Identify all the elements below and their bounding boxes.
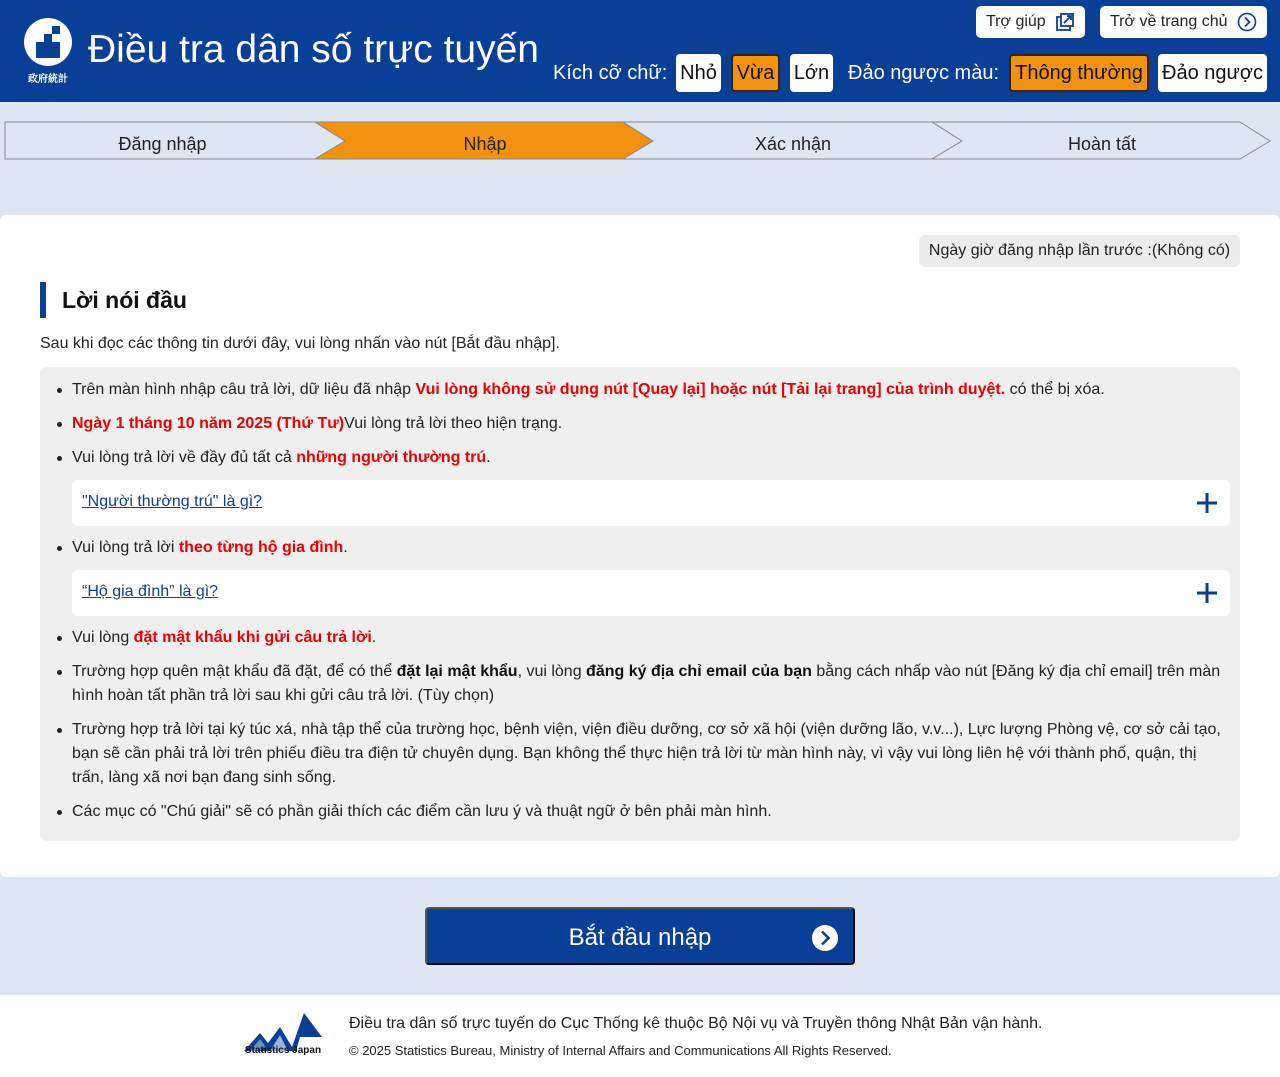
color-mode-normal-button[interactable]: Thông thường bbox=[1009, 54, 1149, 92]
plus-icon[interactable] bbox=[1197, 493, 1217, 513]
plus-icon[interactable] bbox=[1197, 583, 1217, 603]
notice-warning: Ngày 1 tháng 10 năm 2025 (Thứ Tư) bbox=[72, 415, 345, 432]
notice-text: . bbox=[371, 629, 377, 646]
notice-item-annotations bbox=[72, 800, 1232, 824]
start-input-label: Bắt đầu nhập bbox=[568, 924, 712, 951]
notice-text: , vui lòng bbox=[517, 663, 587, 680]
last-login-badge: Ngày giờ đăng nhập lần trước :(Không có) bbox=[919, 235, 1240, 267]
external-window-icon bbox=[1055, 12, 1075, 32]
staircase-icon bbox=[24, 18, 72, 66]
font-size-large-button[interactable]: Lớn bbox=[790, 54, 833, 92]
notice-emphasis: đăng ký địa chỉ email của bạn bbox=[586, 663, 812, 680]
notice-item-password bbox=[72, 626, 1232, 650]
notice-text: . bbox=[486, 449, 491, 466]
faq-usual-resident[interactable] bbox=[72, 480, 1230, 526]
notice-item-reference-date bbox=[72, 412, 1232, 436]
notice-item-browser-buttons bbox=[72, 378, 1232, 402]
color-invert-label: Đảo ngược màu: bbox=[848, 62, 1000, 84]
site-header bbox=[0, 0, 1280, 102]
logo-caption: 政府統計 bbox=[28, 74, 68, 85]
progress-steps bbox=[0, 102, 1280, 185]
notice-item-facilities bbox=[72, 718, 1232, 790]
home-link[interactable] bbox=[1100, 6, 1267, 38]
help-link-label: Trợ giúp bbox=[986, 13, 1046, 30]
notice-warning: những người thường trú bbox=[296, 449, 487, 466]
notice-list bbox=[40, 367, 1240, 841]
faq-usual-resident-link[interactable]: "Người thường trú" là gì? bbox=[82, 493, 263, 510]
notice-text: Vui lòng bbox=[72, 629, 134, 646]
notice-warning: đặt mật khẩu khi gửi câu trả lời bbox=[133, 629, 372, 646]
notice-text: có thể bị xóa. bbox=[1005, 381, 1105, 398]
home-link-label: Trở về trang chủ bbox=[1110, 13, 1228, 30]
site-title: Điều tra dân số trực tuyến bbox=[88, 28, 539, 71]
notice-text: Trên màn hình nhập câu trả lời, dữ liệu đã nhập bbox=[72, 381, 416, 398]
government-statistics-logo[interactable] bbox=[22, 18, 74, 84]
logo-emblem bbox=[24, 18, 72, 66]
notice-text: Trường hợp trả lời tại ký túc xá, nhà tập thể của trường học, bệnh viện, viện điều dưỡng, cơ sở xã hội (viện dưỡng lão, v.v...), Lực lượng Phòng vệ, cơ sở cải tạo, bạn sẽ cần phải trả lời trên phiếu điều tra điện tử chuyên dụng. Bạn không thể thực hiện trả lời từ màn hình này, vì vậy vui lòng liên hệ với thành phố, quận, thị trấn, làng xã nơi bạn đang sinh sống. bbox=[72, 721, 1221, 786]
step-input: Nhập bbox=[463, 134, 507, 154]
notice-warning: Vui lòng không sử dụng nút [Quay lại] hoặc nút [Tải lại trang] của trình duyệt. bbox=[415, 381, 1006, 398]
notice-text: bằng cách nhấp vào nút [Đăng ký địa chỉ email] trên màn hình hoàn tất phần trả lời sau khi gửi câu trả lời. (Tùy chọn) bbox=[72, 663, 1221, 704]
notice-item-password-reset bbox=[72, 660, 1232, 708]
notice-emphasis: đặt lại mật khẩu bbox=[396, 663, 518, 680]
notice-text: Vui lòng trả lời theo hiện trạng. bbox=[344, 415, 563, 432]
footer-operator: Điều tra dân số trực tuyến do Cục Thống kê thuộc Bộ Nội vụ và Truyền thông Nhật Bản vận hành. bbox=[349, 1015, 1043, 1032]
faq-household[interactable] bbox=[72, 570, 1230, 616]
section-title: Lời nói đầu bbox=[40, 282, 187, 318]
footer-copyright: © 2025 Statistics Bureau, Ministry of Internal Affairs and Communications All Rights Reserved. bbox=[349, 1043, 892, 1058]
notice-warning: theo từng hộ gia đình bbox=[178, 539, 344, 556]
font-size-label: Kích cỡ chữ: bbox=[553, 62, 668, 84]
font-size-medium-button[interactable]: Vừa bbox=[731, 54, 780, 92]
faq-household-link[interactable]: “Hộ gia đình” là gì? bbox=[82, 583, 219, 600]
notice-text: Vui lòng trả lời bbox=[72, 539, 179, 556]
step-login: Đăng nhập bbox=[118, 134, 207, 154]
help-link[interactable] bbox=[976, 6, 1085, 38]
notice-item-residents bbox=[72, 446, 1232, 470]
font-size-small-button[interactable]: Nhỏ bbox=[676, 54, 721, 92]
chevron-right-circle-icon bbox=[811, 924, 839, 952]
main-content bbox=[0, 215, 1280, 877]
site-footer bbox=[0, 995, 1280, 1077]
notice-text: Trường hợp quên mật khẩu đã đặt, để có thể bbox=[72, 663, 397, 680]
notice-text: Các mục có "Chú giải" sẽ có phần giải thích các điểm cần lưu ý và thuật ngữ ở bên phải màn hình. bbox=[72, 803, 772, 820]
color-mode-inverted-button[interactable]: Đảo ngược bbox=[1158, 54, 1267, 92]
statistics-japan-logo-text: Statistics Japan bbox=[244, 1045, 322, 1056]
start-input-button[interactable] bbox=[425, 907, 855, 965]
intro-text: Sau khi đọc các thông tin dưới đây, vui lòng nhấn vào nút [Bắt đầu nhập]. bbox=[40, 335, 560, 352]
step-complete: Hoàn tất bbox=[1067, 134, 1137, 154]
notice-text: . bbox=[343, 539, 348, 556]
notice-item-household bbox=[72, 536, 1232, 560]
step-confirm: Xác nhận bbox=[754, 134, 832, 154]
notice-text: Vui lòng trả lời về đầy đủ tất cả bbox=[72, 449, 297, 466]
chevron-right-circle-icon bbox=[1237, 12, 1257, 32]
